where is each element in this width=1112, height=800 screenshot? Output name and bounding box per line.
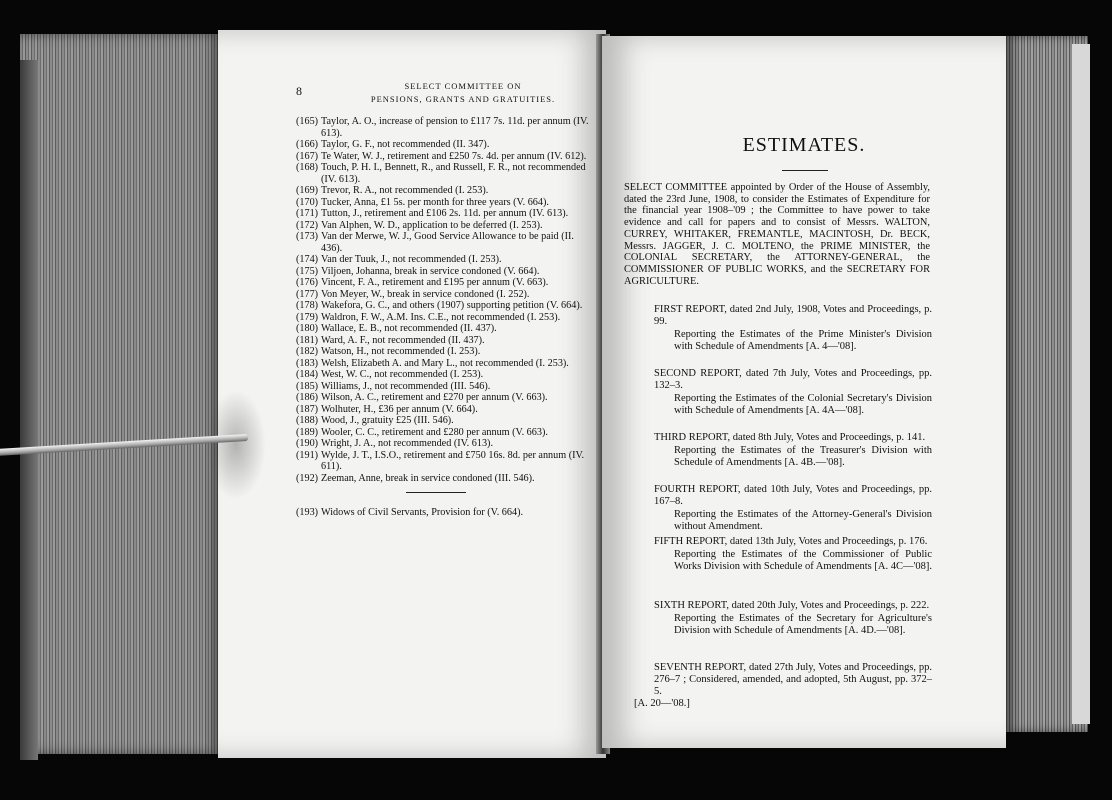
entry-text: Van Alphen, W. D., application to be deferred (I. 253). — [321, 219, 543, 231]
list-item — [296, 289, 594, 301]
entry-text: Van der Merwe, W. J., Good Service Allowance to be paid (II. 436). — [321, 231, 574, 254]
report-description: Reporting the Estimates of the Colonial Secretary's Division with Schedule of Amendments [A. 4A—'08]. — [674, 393, 932, 416]
entry-number: (193) — [296, 507, 319, 518]
report-heading: SIXTH REPORT, dated 20th July, Votes and Proceedings, p. 222. — [654, 600, 930, 611]
entry-number: (173) — [296, 231, 319, 242]
entry-text: Widows of Civil Servants, Provision for (V. 664). — [321, 507, 524, 518]
report-item-fifth — [654, 536, 932, 573]
list-item — [296, 335, 594, 347]
entry-text: Wooler, C. C., retirement and £280 per annum (V. 663). — [321, 426, 548, 438]
entry-number: (184) — [296, 369, 319, 380]
entry-number: (172) — [296, 219, 319, 231]
entry-number: (188) — [296, 415, 319, 426]
report-description: Reporting the Estimates of the Commissioner of Public Works Division with Schedule of Amendments [A. 4C—'08]. — [674, 549, 932, 572]
entry-text: Von Meyer, W., break in service condoned (I. 252). — [321, 288, 530, 300]
entry-text: Trevor, R. A., not recommended (I. 253). — [321, 185, 489, 196]
entry-number: (178) — [296, 300, 319, 311]
entry-number: (185) — [296, 380, 319, 392]
entry-number: (168) — [296, 162, 319, 173]
entry-text: Viljoen, Johanna, break in service condoned (V. 664). — [321, 265, 540, 277]
report-heading: FIFTH REPORT, dated 13th July, Votes and Proceedings, p. 176. — [654, 536, 928, 547]
entry-number: (169) — [296, 185, 319, 196]
page-title: ESTIMATES. — [742, 134, 866, 156]
entry-text: Watson, H., not recommended (I. 253). — [321, 346, 481, 357]
entry-number: (190) — [296, 438, 319, 449]
entry-number: (165) — [296, 116, 319, 127]
report-description: Reporting the Estimates of the Treasurer's Division with Schedule of Amendments [A. 4B.—'08]. — [674, 445, 932, 468]
report-heading: SEVENTH REPORT, dated 27th July, Votes and Proceedings, pp. 276–7 ; Considered, amended, and adopted, 5th August, pp. 372–5. — [654, 662, 932, 697]
list-item — [296, 116, 594, 139]
entry-text: Van der Tuuk, J., not recommended (I. 253). — [321, 254, 502, 265]
entry-text: West, W. C., not recommended (I. 253). — [321, 369, 484, 380]
entry-text: Wakefora, G. C., and others (1907) supporting petition (V. 664). — [321, 300, 583, 311]
report-heading: FIRST REPORT, dated 2nd July, 1908, Votes and Proceedings, p. 99. — [654, 304, 932, 327]
entry-text: Taylor, A. O., increase of pension to £117 7s. 11d. per annum (IV. 613). — [321, 116, 589, 139]
entry-text: Taylor, G. F., not recommended (II. 347). — [321, 139, 490, 150]
entry-number: (170) — [296, 196, 319, 208]
entry-text: Te Water, W. J., retirement and £250 7s. 4d. per annum (IV. 612). — [321, 150, 587, 162]
entry-number: (183) — [296, 357, 319, 369]
list-item — [296, 507, 594, 519]
report-description: Reporting the Estimates of the Attorney-General's Division without Amendment. — [674, 509, 932, 532]
list-item — [296, 197, 594, 209]
entry-text: Wolhuter, H., £36 per annum (V. 664). — [321, 403, 478, 415]
report-heading: SECOND REPORT, dated 7th July, Votes and Proceedings, pp. 132–3. — [654, 368, 932, 391]
entry-list — [296, 116, 594, 519]
entry-number: (192) — [296, 472, 319, 484]
list-item — [296, 404, 594, 416]
entry-number: (181) — [296, 334, 319, 346]
list-item — [296, 220, 594, 232]
entry-text: Tucker, Anna, £1 5s. per month for three years (V. 664). — [321, 196, 549, 208]
entry-number: (180) — [296, 323, 319, 334]
right-page-tip — [1072, 44, 1090, 724]
entry-number: (179) — [296, 311, 319, 323]
report-item-sixth — [654, 600, 932, 637]
left-page-edges — [20, 34, 222, 754]
list-item — [296, 266, 594, 278]
entry-number: (186) — [296, 392, 319, 403]
running-head — [338, 80, 588, 106]
entry-number: (175) — [296, 265, 319, 277]
left-page — [218, 30, 606, 758]
entry-text: Waldron, F. W., A.M. Ins. C.E., not recommended (I. 253). — [321, 311, 561, 323]
list-item — [296, 369, 594, 381]
entry-number: (191) — [296, 449, 319, 461]
left-book-cover-edge — [20, 60, 38, 760]
list-item — [296, 358, 594, 370]
entry-text: Wallace, E. B., not recommended (II. 437). — [321, 323, 497, 334]
running-head-line-1: SELECT COMMITTEE ON — [404, 81, 522, 91]
report-item-second — [654, 368, 932, 417]
list-item — [296, 346, 594, 358]
list-item — [296, 392, 594, 404]
list-item — [296, 381, 594, 393]
entry-text: Wylde, J. T., I.S.O., retirement and £750 16s. 8d. per annum (IV. 611). — [321, 449, 585, 472]
list-item — [296, 162, 594, 185]
list-item — [296, 450, 594, 473]
finger-shadow — [206, 390, 266, 500]
entry-text: Zeeman, Anne, break in service condoned (III. 546). — [321, 472, 535, 484]
entry-number: (174) — [296, 254, 319, 265]
page-number: 8 — [296, 84, 302, 98]
entry-number: (166) — [296, 139, 319, 150]
list-item — [296, 231, 594, 254]
report-description: Reporting the Estimates of the Prime Minister's Division with Schedule of Amendments [A. 4—'08]. — [674, 329, 932, 352]
list-item — [296, 277, 594, 289]
running-head-line-2: PENSIONS, GRANTS AND GRATUITIES. — [370, 94, 556, 104]
entry-text: Wright, J. A., not recommended (IV. 613). — [321, 438, 493, 449]
list-item — [296, 208, 594, 220]
entry-number: (176) — [296, 277, 319, 288]
entry-number: (177) — [296, 288, 319, 300]
report-heading: THIRD REPORT, dated 8th July, Votes and Proceedings, p. 141. — [654, 432, 926, 443]
entry-text: Welsh, Elizabeth A. and Mary L., not recommended (I. 253). — [321, 357, 569, 369]
entry-number: (171) — [296, 208, 319, 219]
list-item — [296, 323, 594, 335]
entry-text: Ward, A. F., not recommended (II. 437). — [321, 334, 485, 346]
report-item-fourth — [654, 484, 932, 533]
list-item — [296, 139, 594, 151]
title-divider — [782, 170, 828, 171]
list-item — [296, 151, 594, 163]
list-item — [296, 254, 594, 266]
document-reference: [A. 20—'08.] — [634, 698, 690, 709]
entry-text: Wilson, A. C., retirement and £270 per annum (V. 663). — [321, 392, 548, 403]
report-item-third — [654, 432, 932, 469]
report-heading: FOURTH REPORT, dated 10th July, Votes and Proceedings, pp. 167–8. — [654, 484, 932, 507]
list-item — [296, 185, 594, 197]
entry-number: (187) — [296, 403, 319, 415]
report-item-first — [654, 304, 932, 353]
list-item — [296, 300, 594, 312]
list-item — [296, 415, 594, 427]
report-description: Reporting the Estimates of the Secretary for Agriculture's Division with Schedule of Amendments [A. 4D.—'08]. — [674, 613, 932, 636]
committee-description: SELECT COMMITTEE appointed by Order of the House of Assembly, dated the 23rd June, 1908, to consider the Estimates of Expenditure for the financial year 1908–'09 ; the Committee to have power to take evidence and call for papers and to consist of Messrs. WALTON, CURREY, WHITAKER, FREMANTLE, MACINTOSH, Dr. BECK, Messrs. JAGGER, J. C. MOLTENO, the PRIME MINISTER, the COLONIAL SECRETARY, the ATTORNEY-GENERAL, the COMMISSIONER OF PUBLIC WORKS, and the SECRETARY FOR AGRICULTURE. — [624, 182, 930, 287]
entry-text: Wood, J., gratuity £25 (III. 546). — [321, 415, 454, 426]
list-item — [296, 427, 594, 439]
entry-text: Tutton, J., retirement and £106 2s. 11d. per annum (IV. 613). — [321, 208, 569, 219]
entry-number: (189) — [296, 426, 319, 438]
entry-number: (182) — [296, 346, 319, 357]
list-item — [296, 473, 594, 485]
report-item-seventh — [654, 662, 932, 698]
entry-text: Williams, J., not recommended (III. 546). — [321, 380, 491, 392]
entry-text: Touch, P. H. I., Bennett, R., and Russell, F. R., not recommended (IV. 613). — [321, 162, 586, 185]
right-page — [602, 36, 1006, 748]
entry-text: Vincent, F. A., retirement and £195 per annum (V. 663). — [321, 277, 549, 288]
list-item — [296, 312, 594, 324]
section-divider — [406, 492, 466, 493]
entry-number: (167) — [296, 150, 319, 162]
list-item — [296, 438, 594, 450]
